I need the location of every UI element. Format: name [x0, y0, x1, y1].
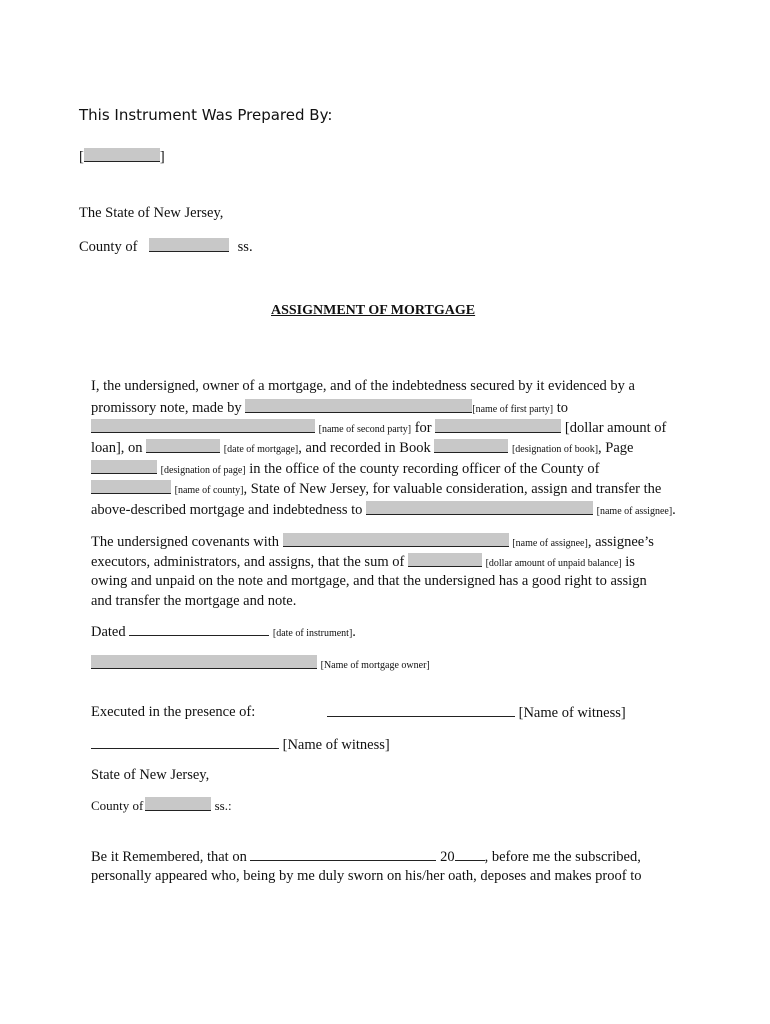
loan-amount-field[interactable] — [435, 419, 561, 433]
para1-line2 — [91, 399, 568, 417]
para1-page-text: , Page — [598, 440, 634, 456]
preparer-name-field-row — [79, 148, 165, 166]
assignee-field-2[interactable] — [283, 533, 509, 547]
dated-label: Dated — [91, 624, 126, 640]
para2-line2 — [91, 553, 635, 571]
county-label: County of — [79, 239, 138, 255]
para2-line1 — [91, 533, 654, 551]
para1-made-by-text: promissory note, made by — [91, 400, 242, 416]
first-party-hint: [name of first party] — [472, 404, 554, 415]
bracket-close: ] — [159, 149, 165, 165]
witness2-blank[interactable] — [91, 736, 279, 749]
owner-signature-row — [91, 655, 430, 673]
page-hint: [designation of page] — [160, 465, 246, 476]
mortgage-date-hint: [date of mortgage] — [223, 444, 299, 455]
venue2-ss-label: ss.: — [214, 798, 232, 813]
para1-dollar-amount-text: [dollar amount of — [564, 420, 667, 436]
unpaid-balance-field[interactable] — [408, 553, 482, 567]
witness1-row — [327, 704, 626, 722]
witness1-blank[interactable] — [327, 704, 515, 717]
venue2-county-field[interactable] — [145, 797, 211, 811]
first-party-field[interactable] — [245, 399, 472, 413]
witness2-row — [91, 736, 390, 754]
venue2-county-row — [91, 797, 232, 814]
county-name-field[interactable] — [91, 480, 171, 494]
para1-line5 — [91, 460, 599, 478]
preparer-name-field[interactable] — [84, 148, 160, 162]
witness1-label: [Name of witness] — [518, 705, 626, 721]
second-party-field[interactable] — [91, 419, 315, 433]
witness2-label: [Name of witness] — [282, 737, 390, 753]
page-field[interactable] — [91, 460, 157, 474]
assignee-hint-2: [name of assignee] — [512, 538, 588, 549]
executed-presence-label: Executed in the presence of: — [91, 704, 256, 720]
mortgage-owner-hint: [Name of mortgage owner] — [320, 660, 430, 671]
remembered-date-blank[interactable] — [250, 848, 436, 861]
date-of-instrument-blank[interactable] — [129, 623, 269, 636]
para1-line1: I, the undersigned, owner of a mortgage, and of the indebtedness secured by it evidenced by a — [91, 378, 635, 394]
para1-for-text: for — [414, 420, 432, 436]
assignee-hint: [name of assignee] — [596, 506, 673, 517]
venue2-county-label: County of — [91, 798, 144, 813]
para2-assignees-text: , assignee’s — [587, 534, 654, 550]
mortgage-date-field[interactable] — [146, 439, 220, 453]
dated-period: . — [352, 624, 356, 640]
para1-recorded-text: , and recorded in Book — [298, 440, 431, 456]
para2-line3: owing and unpaid on the note and mortgage, and that the undersigned has a good right to assign — [91, 573, 647, 589]
para2-covenants-text: The undersigned covenants with — [91, 534, 280, 550]
para1-line3 — [91, 419, 666, 437]
remembered-line2: personally appeared who, being by me duly sworn on his/her oath, deposes and makes proof to — [91, 868, 642, 884]
venue-state: The State of New Jersey, — [79, 205, 224, 221]
unpaid-balance-hint: [dollar amount of unpaid balance] — [485, 558, 622, 569]
para1-office-text: in the office of the county recording officer of the County of — [249, 461, 600, 477]
remembered-text: Be it Remembered, that on — [91, 849, 247, 865]
para1-line7 — [91, 501, 676, 519]
para1-assignee-text: above-described mortgage and indebtedness to — [91, 502, 363, 518]
prepared-by-heading: This Instrument Was Prepared By: — [79, 106, 333, 124]
para1-loan-on-text: loan], on — [91, 440, 143, 456]
venue2-state: State of New Jersey, — [91, 767, 210, 783]
mortgage-owner-signature-field[interactable] — [91, 655, 317, 669]
bracket-open: [ — [79, 149, 84, 165]
second-party-hint: [name of second party] — [318, 424, 412, 435]
book-hint: [designation of book] — [511, 444, 599, 455]
remembered-before-text: , before me the subscribed, — [484, 849, 641, 865]
assignee-field[interactable] — [366, 501, 593, 515]
para2-executors-text: executors, administrators, and assigns, that the sum of — [91, 554, 405, 570]
para1-period: . — [672, 502, 676, 518]
para1-state-text: , State of New Jersey, for valuable consideration, assign and transfer the — [243, 481, 662, 497]
para1-line6 — [91, 480, 661, 498]
venue-county-row — [79, 238, 253, 256]
remembered-line1 — [91, 848, 641, 866]
para2-line4: and transfer the mortgage and note. — [91, 593, 297, 609]
remembered-year-blank[interactable] — [455, 848, 485, 861]
dated-row — [91, 623, 356, 641]
para1-to-text: to — [556, 400, 568, 416]
para2-is-text: is — [625, 554, 635, 570]
remembered-year-prefix: 20 — [440, 849, 455, 865]
county-field[interactable] — [149, 238, 229, 252]
book-field[interactable] — [434, 439, 508, 453]
date-of-instrument-hint: [date of instrument] — [272, 628, 353, 639]
document-title: ASSIGNMENT OF MORTGAGE — [271, 303, 476, 318]
county-name-hint: [name of county] — [174, 485, 244, 496]
para1-line4 — [91, 439, 633, 457]
ss-label: ss. — [237, 239, 253, 255]
